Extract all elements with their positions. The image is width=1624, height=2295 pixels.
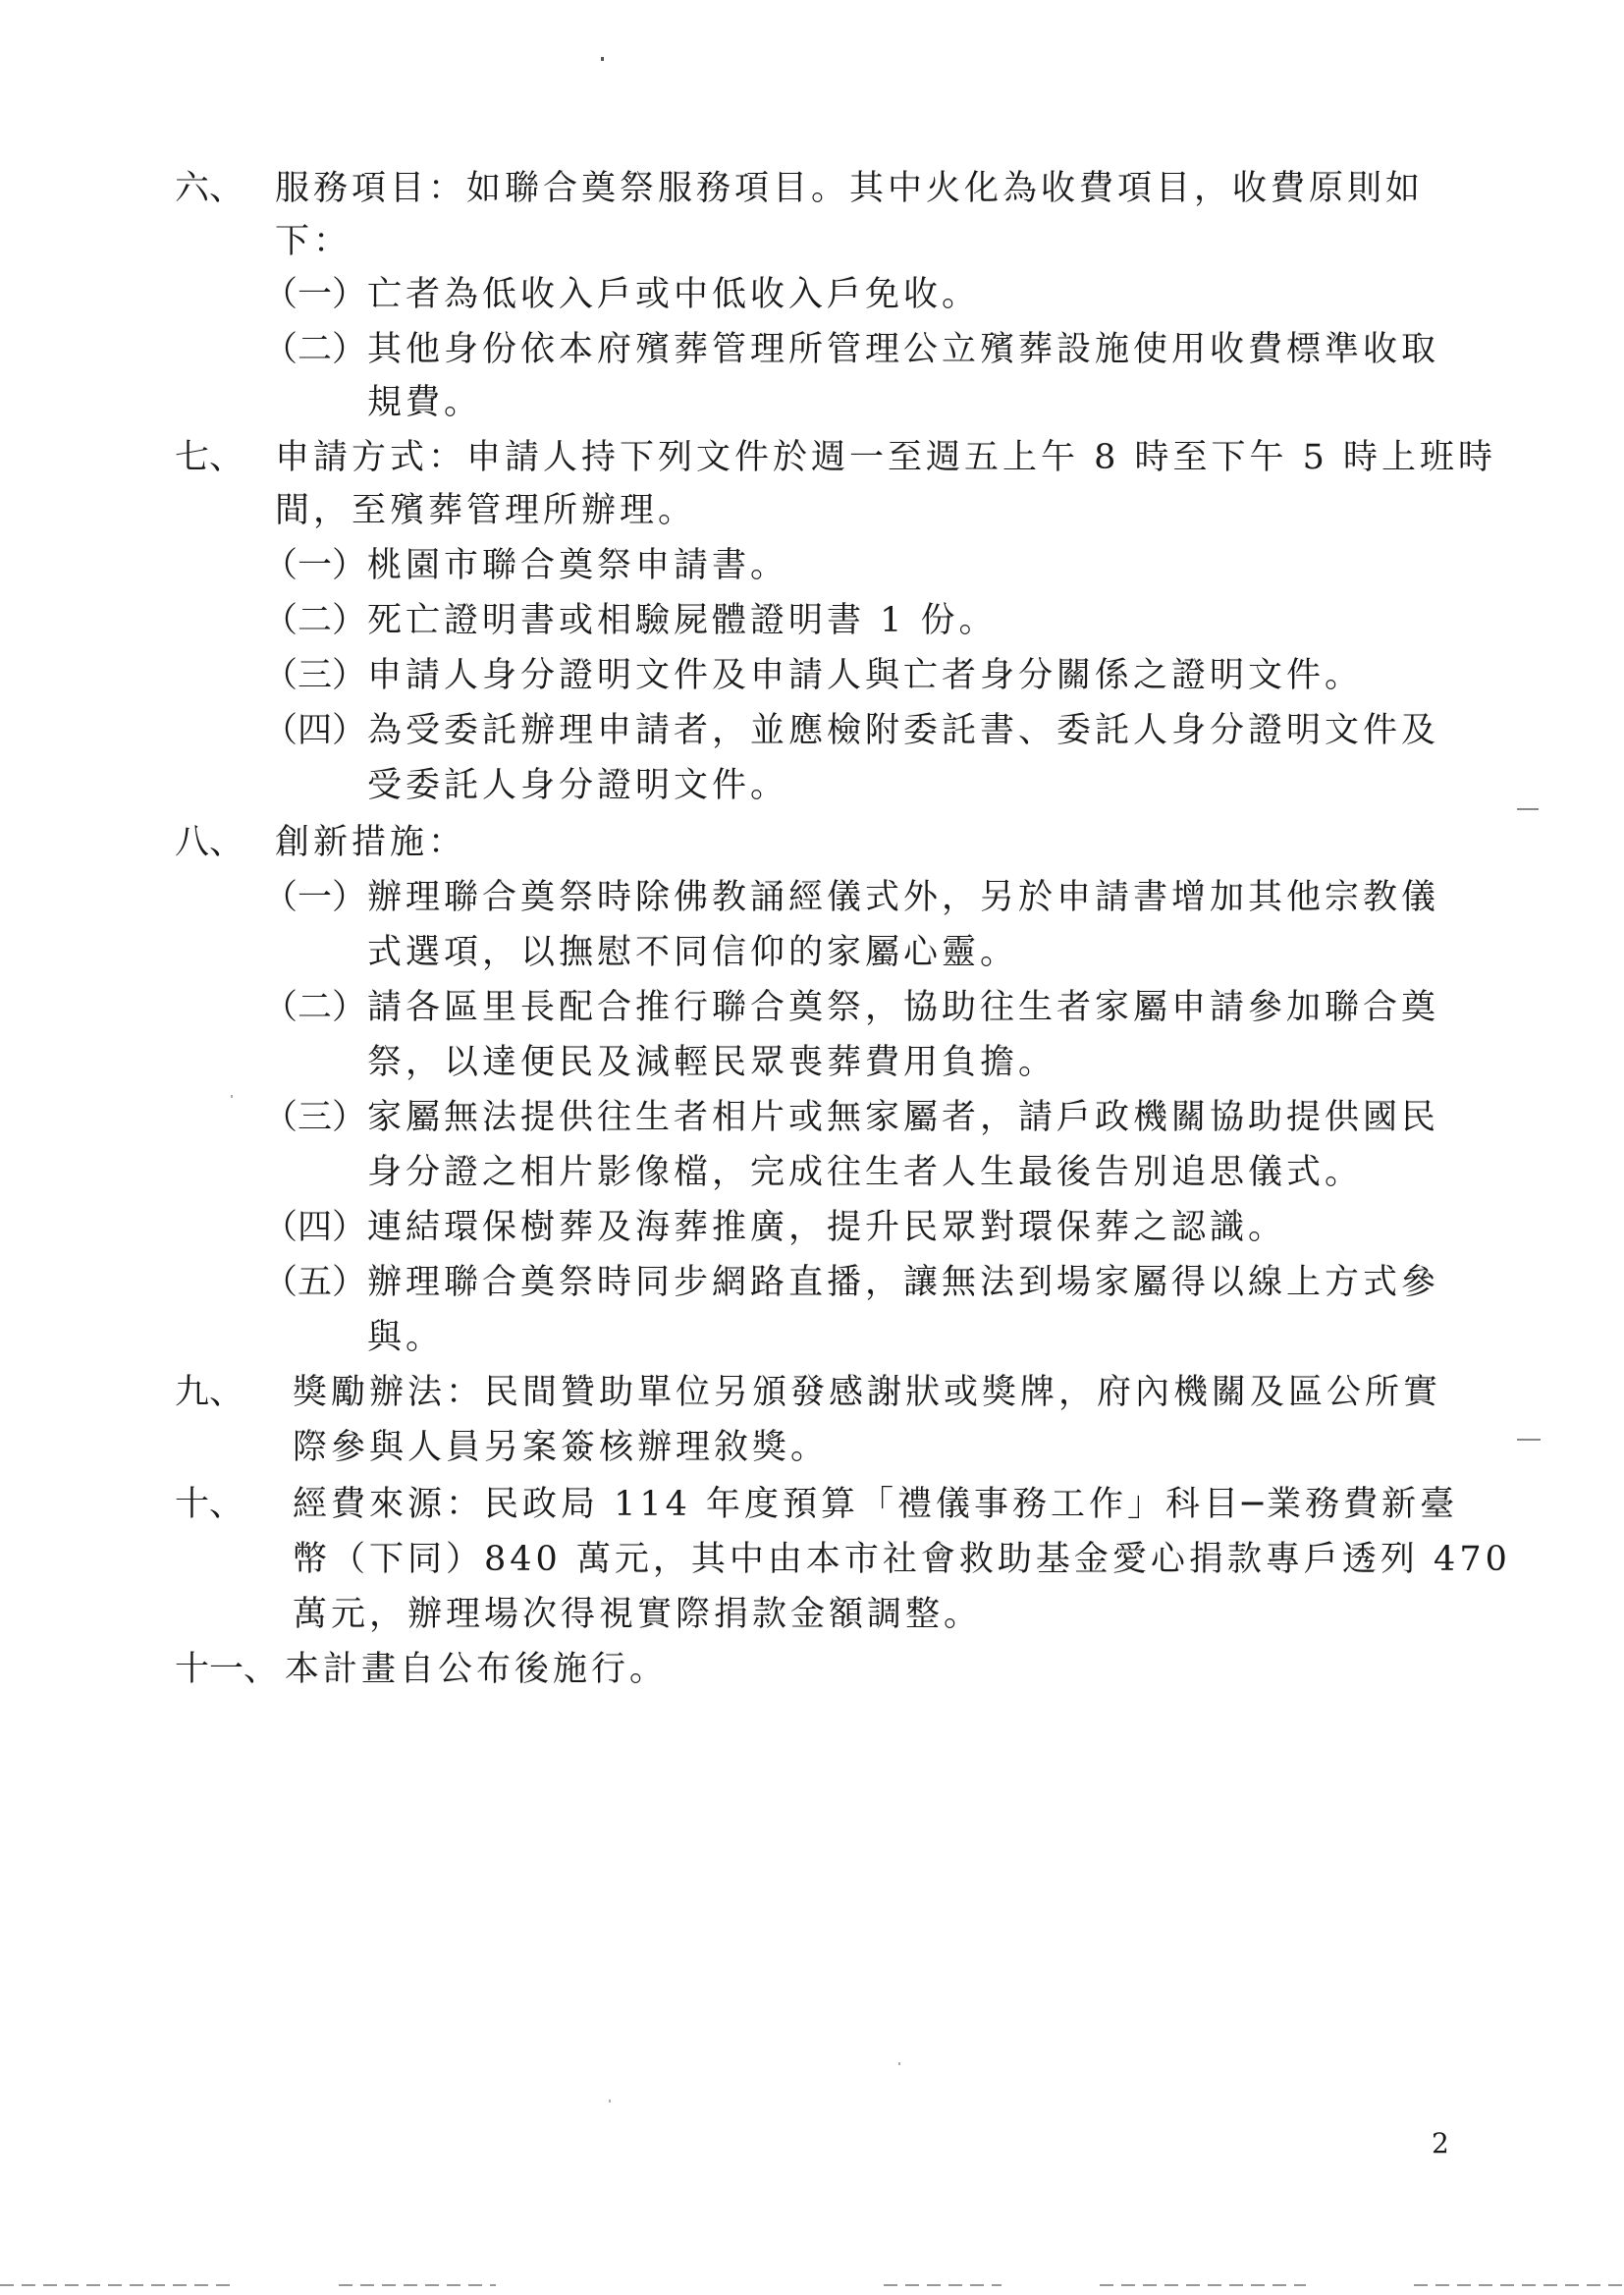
page-number: 2	[1432, 2127, 1449, 2159]
scan-edge-artifact	[1100, 2284, 1306, 2286]
item-text-line: 申請人身分證明文件及申請人與亡者身分關係之證明文件。	[367, 656, 1364, 695]
section-number: 六、	[175, 169, 244, 208]
item-text-line: 式選項，以撫慰不同信仰的家屬心靈。	[367, 933, 1019, 972]
item-number: （一）	[263, 275, 367, 314]
item-number: （一）	[263, 878, 367, 917]
section-text-line: 下：	[275, 222, 352, 261]
section-number: 十一、	[175, 1650, 279, 1689]
scan-edge-artifact	[1414, 2284, 1624, 2286]
item-text-line: 請各區里長配合推行聯合奠祭，協助往生者家屬申請參加聯合奠	[367, 988, 1440, 1027]
section-text-line: 經費來源：民政局 114 年度預算「禮儀事務工作」科目─業務費新臺	[293, 1485, 1459, 1524]
item-number: （二）	[263, 601, 367, 640]
item-text-line: 亡者為低收入戶或中低收入戶免收。	[367, 275, 981, 314]
item-number: （三）	[263, 656, 367, 695]
item-text-line: 身分證之相片影像檔，完成往生者人生最後告別追思儀式。	[367, 1153, 1364, 1192]
scan-speck	[1517, 1439, 1541, 1441]
section-text-line: 創新措施：	[275, 823, 467, 862]
section-number: 十、	[175, 1485, 244, 1524]
scan-edge-artifact	[884, 2284, 1001, 2286]
scan-speck	[601, 57, 604, 61]
scan-speck	[609, 2100, 611, 2103]
section-text-line: 間，至殯葬管理所辦理。	[275, 491, 697, 530]
item-text-line: 死亡證明書或相驗屍體證明書 1 份。	[367, 601, 998, 640]
item-number: （一）	[263, 546, 367, 585]
item-number: （四）	[263, 1208, 367, 1247]
scan-speck	[231, 1095, 233, 1098]
scan-edge-artifact	[339, 2284, 496, 2286]
section-number: 八、	[175, 823, 244, 862]
section-text-line: 服務項目：如聯合奠祭服務項目。其中火化為收費項目，收費原則如	[275, 169, 1425, 208]
item-text-line: 與。	[367, 1318, 445, 1357]
section-number: 九、	[175, 1373, 244, 1412]
item-number: （三）	[263, 1098, 367, 1137]
section-text-line: 本計畫自公布後施行。	[285, 1650, 669, 1689]
item-text-line: 桃園市聯合奠祭申請書。	[367, 546, 789, 585]
item-text-line: 規費。	[367, 383, 483, 422]
scan-edge-artifact	[0, 2284, 236, 2286]
item-text-line: 連結環保樹葬及海葬推廣，提升民眾對環保葬之認識。	[367, 1208, 1287, 1247]
item-number: （二）	[263, 330, 367, 369]
scan-speck	[898, 2062, 900, 2065]
item-text-line: 家屬無法提供往生者相片或無家屬者，請戶政機關協助提供國民	[367, 1098, 1440, 1137]
section-text-line: 申請方式：申請人持下列文件於週一至週五上午 8 時至下午 5 時上班時	[275, 438, 1497, 477]
section-text-line: 萬元，辦理場次得視實際捐款金額調整。	[293, 1595, 983, 1634]
item-text-line: 為受委託辦理申請者，並應檢附委託書、委託人身分證明文件及	[367, 711, 1440, 750]
item-text-line: 辦理聯合奠祭時除佛教誦經儀式外，另於申請書增加其他宗教儀	[367, 878, 1440, 917]
item-number: （五）	[263, 1263, 367, 1302]
section-text-line: 獎勵辦法：民間贊助單位另頒發感謝狀或獎牌，府內機關及區公所實	[293, 1373, 1442, 1412]
item-text-line: 其他身份依本府殯葬管理所管理公立殯葬設施使用收費標準收取	[367, 330, 1440, 369]
item-number: （四）	[263, 711, 367, 750]
section-text-line: 幣（下同）840 萬元，其中由本市社會救助基金愛心捐款專戶透列 470	[293, 1540, 1511, 1579]
section-text-line: 際參與人員另案簽核辦理敘獎。	[293, 1428, 830, 1467]
section-number: 七、	[175, 438, 244, 477]
item-text-line: 辦理聯合奠祭時同步網路直播，讓無法到場家屬得以線上方式參	[367, 1263, 1440, 1302]
item-text-line: 祭，以達便民及減輕民眾喪葬費用負擔。	[367, 1043, 1057, 1082]
scan-speck	[1517, 808, 1539, 810]
item-number: （二）	[263, 988, 367, 1027]
item-text-line: 受委託人身分證明文件。	[367, 766, 789, 805]
